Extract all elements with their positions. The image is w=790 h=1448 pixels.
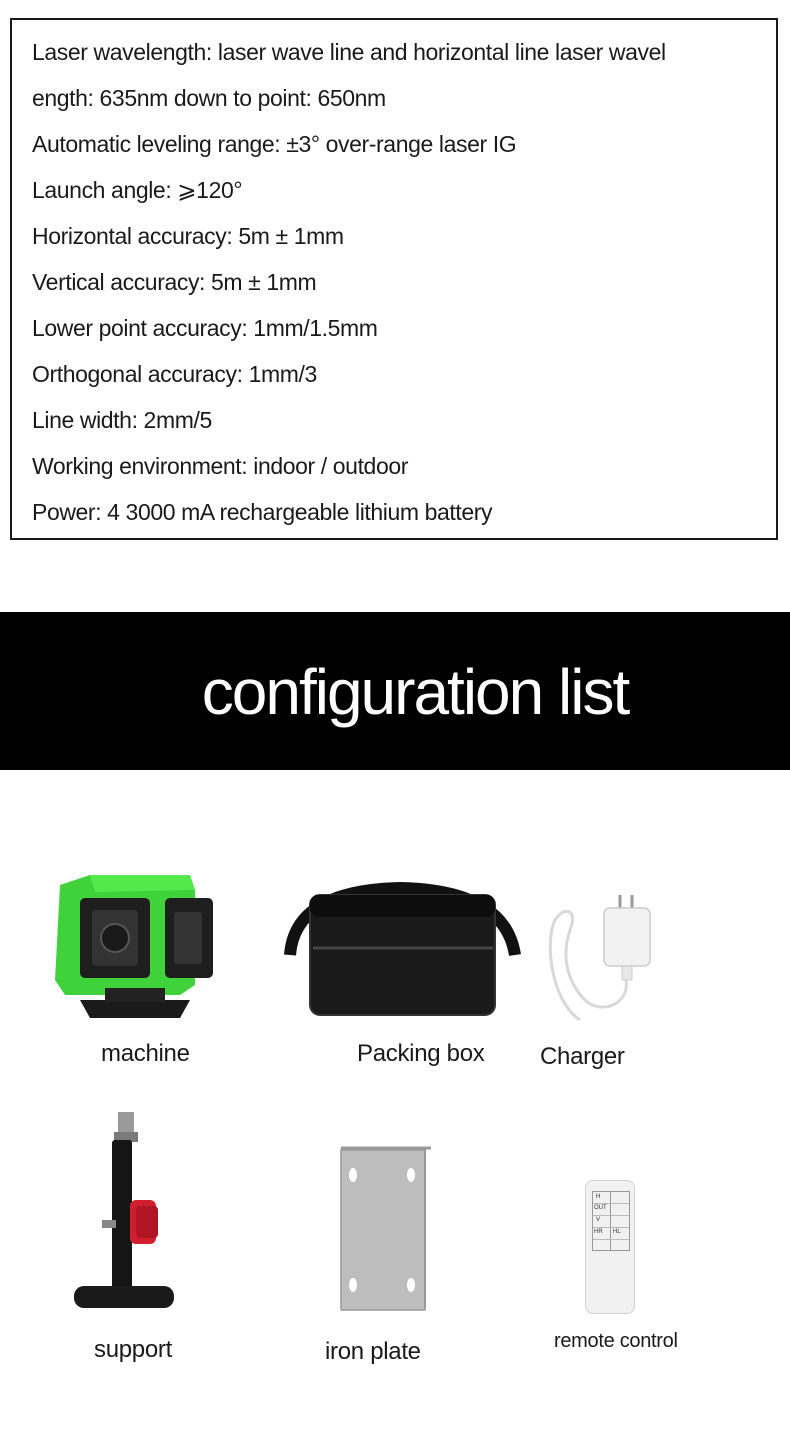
configuration-banner <box>0 612 790 770</box>
spec-line: Line width: 2mm/5 <box>32 407 212 433</box>
spec-line: Lower point accuracy: 1mm/1.5mm <box>32 315 378 341</box>
spec-line: Horizontal accuracy: 5m ± 1mm <box>32 223 344 249</box>
remote-button-out: OUT <box>594 1205 607 1211</box>
label-machine: machine <box>101 1040 190 1067</box>
charger-image <box>540 890 660 1035</box>
label-charger: Charger <box>540 1043 625 1070</box>
spec-line: Working environment: indoor / outdoor <box>32 453 408 479</box>
spec-line: Vertical accuracy: 5m ± 1mm <box>32 269 317 295</box>
label-remote-control: remote control <box>554 1330 678 1352</box>
remote-button-hl: HL <box>613 1229 621 1235</box>
packing-box-image <box>275 880 525 1025</box>
spec-line: Launch angle: ⩾120° <box>32 177 243 203</box>
laser-machine-image <box>50 870 220 1030</box>
remote-button-v: V <box>596 1217 601 1223</box>
spec-line: Power: 4 3000 mA rechargeable lithium battery <box>32 499 493 525</box>
banner-title: configuration list <box>201 656 629 728</box>
spec-line: Laser wavelength: laser wave line and horizontal line laser wavel <box>32 39 666 65</box>
remote-control-image <box>585 1180 635 1314</box>
spec-line: ength: 635nm down to point: 650nm <box>32 85 386 111</box>
label-support: support <box>94 1336 172 1363</box>
remote-button-hr: HR <box>594 1229 603 1235</box>
support-bracket-image <box>70 1110 180 1315</box>
iron-plate-image <box>335 1140 440 1315</box>
spec-line: Automatic leveling range: ±3° over-range laser IG <box>32 131 517 157</box>
spec-line: Orthogonal accuracy: 1mm/3 <box>32 361 317 387</box>
remote-button-h: H <box>596 1194 601 1200</box>
specifications-box <box>10 18 778 540</box>
label-packing-box: Packing box <box>357 1040 485 1067</box>
label-iron-plate: iron plate <box>325 1338 421 1365</box>
